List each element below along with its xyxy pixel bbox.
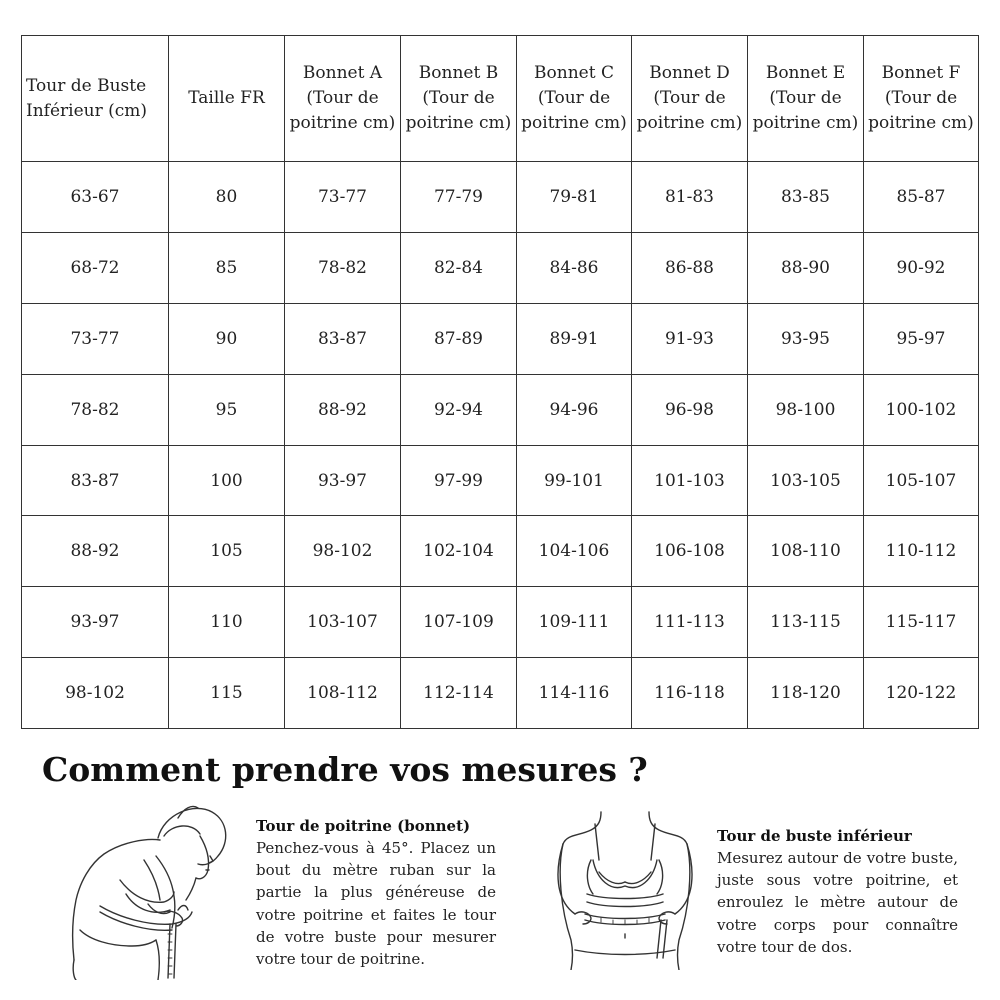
column-header-line: Tour de Buste (26, 75, 147, 96)
table-cell: 90 (169, 303, 285, 374)
column-header (517, 36, 632, 162)
column-header-line: poitrine cm) (521, 113, 627, 133)
table-cell: 98-102 (285, 516, 401, 587)
column-header-line: (Tour de (306, 88, 379, 108)
table-cell: 104-106 (517, 516, 632, 587)
table-cell: 83-87 (285, 303, 401, 374)
bust-measurement-instructions (256, 815, 496, 970)
table-cell: 84-86 (517, 232, 632, 303)
table-row (22, 587, 979, 658)
column-header-line: (Tour de (537, 88, 611, 108)
table-cell: 88-92 (22, 516, 169, 587)
table-cell: 112-114 (401, 658, 517, 729)
column-header-line: poitrine cm) (405, 113, 512, 133)
table-row (22, 232, 979, 303)
size-chart-table (21, 35, 979, 729)
table-cell: 103-107 (285, 587, 401, 658)
measurement-guide-title: Comment prendre vos mesures ? (42, 750, 648, 789)
table-cell: 93-97 (285, 445, 401, 516)
table-cell: 88-92 (285, 374, 401, 445)
table-cell: 85 (169, 232, 285, 303)
column-header (632, 36, 748, 162)
table-cell: 95 (169, 374, 285, 445)
table-cell: 98-100 (748, 374, 864, 445)
column-header-line: Taille FR (188, 88, 265, 108)
table-cell: 83-87 (22, 445, 169, 516)
table-cell: 97-99 (401, 445, 517, 516)
table-row (22, 516, 979, 587)
table-cell: 114-116 (517, 658, 632, 729)
table-cell: 108-110 (748, 516, 864, 587)
table-cell: 111-113 (632, 587, 748, 658)
table-cell: 95-97 (864, 303, 979, 374)
table-cell: 80 (169, 162, 285, 233)
table-cell: 91-93 (632, 303, 748, 374)
woman-measuring-underbust-illustration (545, 810, 705, 970)
table-cell: 88-90 (748, 232, 864, 303)
column-header (748, 36, 864, 162)
table-cell: 86-88 (632, 232, 748, 303)
table-cell: 120-122 (864, 658, 979, 729)
table-cell: 107-109 (401, 587, 517, 658)
table-cell: 78-82 (285, 232, 401, 303)
table-row (22, 374, 979, 445)
column-header-line: poitrine cm) (752, 113, 859, 133)
table-cell: 93-95 (748, 303, 864, 374)
table-cell: 103-105 (748, 445, 864, 516)
table-cell: 116-118 (632, 658, 748, 729)
table-cell: 77-79 (401, 162, 517, 233)
table-cell: 90-92 (864, 232, 979, 303)
table-cell: 100-102 (864, 374, 979, 445)
table-header-row (22, 36, 979, 162)
column-header (864, 36, 979, 162)
column-header-line: (Tour de (884, 88, 958, 108)
table-cell: 81-83 (632, 162, 748, 233)
table-cell: 110-112 (864, 516, 979, 587)
table-cell: 94-96 (517, 374, 632, 445)
table-cell: 96-98 (632, 374, 748, 445)
table-row (22, 445, 979, 516)
table-cell: 68-72 (22, 232, 169, 303)
table-cell: 73-77 (285, 162, 401, 233)
table-cell: 79-81 (517, 162, 632, 233)
table-row (22, 303, 979, 374)
column-header-line: (Tour de (769, 88, 842, 108)
column-header (285, 36, 401, 162)
table-row (22, 162, 979, 233)
column-header-line: (Tour de (422, 88, 495, 108)
table-cell: 98-102 (22, 658, 169, 729)
table-cell: 106-108 (632, 516, 748, 587)
woman-leaning-measuring-bust-illustration (60, 800, 248, 980)
table-cell: 108-112 (285, 658, 401, 729)
table-cell: 101-103 (632, 445, 748, 516)
column-header (22, 36, 169, 162)
column-header-line: Bonnet E (765, 63, 846, 83)
column-header-line: Inférieur (cm) (26, 100, 148, 121)
column-header-line: Bonnet D (649, 63, 730, 83)
table-cell: 115 (169, 658, 285, 729)
table-cell: 82-84 (401, 232, 517, 303)
table-cell: 63-67 (22, 162, 169, 233)
underbust-text: Mesurez autour de votre buste, juste sous votre poitrine, et enroulez le mètre autour de votre corps pour connaître votre tour de dos. (717, 849, 958, 956)
column-header-line: Bonnet B (418, 63, 499, 83)
table-cell: 102-104 (401, 516, 517, 587)
table-cell: 113-115 (748, 587, 864, 658)
table-cell: 118-120 (748, 658, 864, 729)
column-header (169, 36, 285, 162)
table-cell: 92-94 (401, 374, 517, 445)
table-cell: 115-117 (864, 587, 979, 658)
table-cell: 85-87 (864, 162, 979, 233)
bust-heading: Tour de poitrine (bonnet) (256, 817, 471, 835)
table-cell: 105-107 (864, 445, 979, 516)
column-header (401, 36, 517, 162)
table-cell: 99-101 (517, 445, 632, 516)
column-header-line: Bonnet C (534, 63, 614, 83)
table-cell: 100 (169, 445, 285, 516)
column-header-line: poitrine cm) (868, 113, 974, 133)
table-cell: 110 (169, 587, 285, 658)
column-header-line: poitrine cm) (289, 113, 396, 133)
table-cell: 83-85 (748, 162, 864, 233)
table-cell: 89-91 (517, 303, 632, 374)
table-cell: 109-111 (517, 587, 632, 658)
column-header-line: poitrine cm) (636, 113, 743, 133)
table-row (22, 658, 979, 729)
underbust-measurement-instructions (717, 825, 958, 958)
column-header-line: (Tour de (653, 88, 726, 108)
table-cell: 73-77 (22, 303, 169, 374)
column-header-line: Bonnet A (302, 63, 383, 83)
table-cell: 93-97 (22, 587, 169, 658)
table-cell: 105 (169, 516, 285, 587)
bust-text: Penchez-vous à 45°. Placez un bout du mètre ruban sur la partie la plus généreuse de votre poitrine et faites le tour de votre buste pour mesurer votre tour de poitrine. (256, 839, 496, 969)
column-header-line: Bonnet F (881, 63, 961, 83)
table-cell: 87-89 (401, 303, 517, 374)
underbust-heading: Tour de buste inférieur (717, 827, 912, 845)
table-cell: 78-82 (22, 374, 169, 445)
